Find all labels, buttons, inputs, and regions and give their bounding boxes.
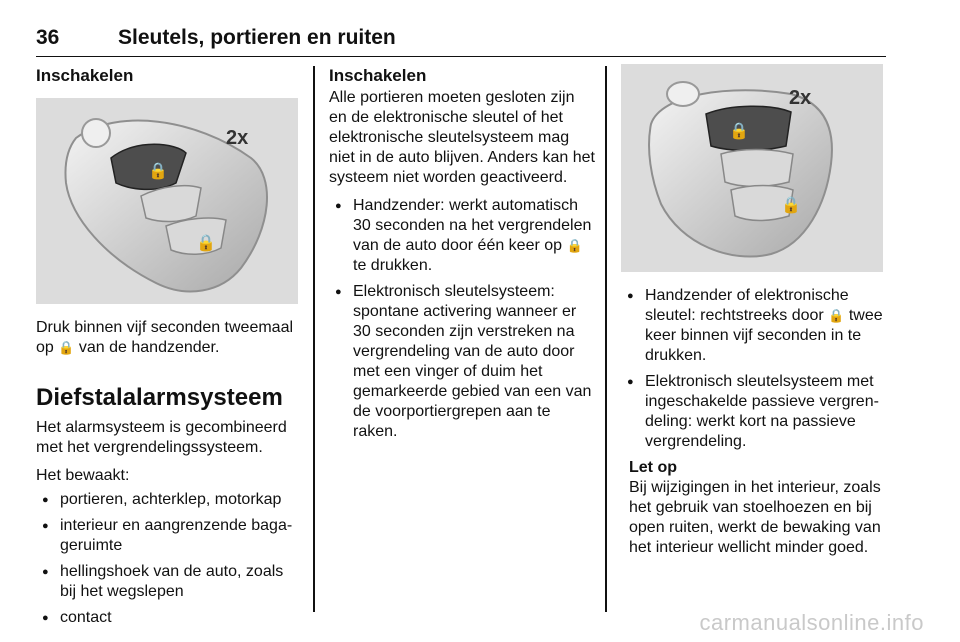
instruction-paragraph: Druk binnen vijf seconden tweemaal op 🔒 van de handzender. — [36, 319, 294, 356]
key-fob-illustration — [36, 98, 298, 304]
list-item: ● Handzender: werkt automatisch 30 seconden na het vergrendelen van de auto door één keer op 🔒 te drukken. — [329, 196, 595, 276]
list-item: ● Elektronisch sleutelsysteem met ingeschakelde passieve vergrendeling: werkt kort na passieve vergrendeling. — [621, 372, 891, 452]
column-2 — [329, 64, 595, 448]
list-item: ● Handzender of elektronische sleutel: rechtstreeks door 🔒 twee keer binnen vijf seconden in te drukken. — [621, 286, 891, 366]
press-count-label: 2x — [789, 87, 812, 109]
note-title: Let op — [629, 459, 677, 476]
svg-text:🔒: 🔒 — [196, 233, 216, 252]
section-heading: Inschakelen — [36, 66, 134, 85]
list-item: ● contact — [36, 608, 302, 628]
lock-icon: 🔒 — [828, 308, 845, 323]
running-title: Sleutels, portieren en ruiten — [118, 26, 396, 49]
watermark: carmanualsonline.info — [699, 610, 924, 635]
column-divider-2 — [605, 66, 607, 612]
alarm-description: Het alarmsysteem is gecombineerd met het vergrendelingssysteem. — [36, 419, 287, 456]
list-item: ● Elektronisch sleutelsysteem: spontane activering wanneer er 30 seconden zijn verstreken na vergrendeling van de auto door met een vinger of duim het gemarkeerde gebied van een van de voorportiergrepen aan te raken. — [329, 282, 595, 442]
section-heading: Inschakelen — [329, 66, 427, 85]
page-header — [36, 26, 886, 57]
column-3 — [621, 64, 891, 558]
svg-text:🔒: 🔒 — [729, 121, 749, 140]
press-count-label: 2x — [226, 127, 249, 149]
lock-icon: 🔒 — [566, 238, 583, 253]
note-text: Bij wijzigingen in het interieur, zoals het gebruik van stoelhoezen en bij open ruiten, werkt de bewaking van het interieur wellicht minder goed. — [629, 479, 881, 556]
note-box — [621, 458, 891, 558]
list-item: ● portieren, achterklep, motorkap — [36, 490, 302, 510]
section-title: Diefstalalarmsysteem — [36, 384, 283, 411]
list-item: ● hellingshoek van de auto, zoals bij het wegslepen — [36, 562, 302, 602]
column-divider-1 — [313, 66, 315, 612]
column-1 — [36, 64, 302, 634]
page-number: 36 — [36, 26, 60, 49]
lock-icon: 🔒 — [58, 340, 75, 355]
electronic-key-illustration — [621, 64, 883, 272]
monitors-label: Het bewaakt: — [36, 467, 130, 484]
intro-paragraph: Alle portieren moeten gesloten zijn en de elektronische sleutel of het elektronische sleutelsysteem mag niet in de auto blijven. Anders kan het systeem niet worden geactiveerd. — [329, 89, 595, 186]
list-item: ● interieur en aangrenzende bagageruimte — [36, 516, 302, 556]
svg-text:🔒: 🔒 — [781, 195, 801, 214]
svg-text:🔒: 🔒 — [148, 161, 168, 180]
